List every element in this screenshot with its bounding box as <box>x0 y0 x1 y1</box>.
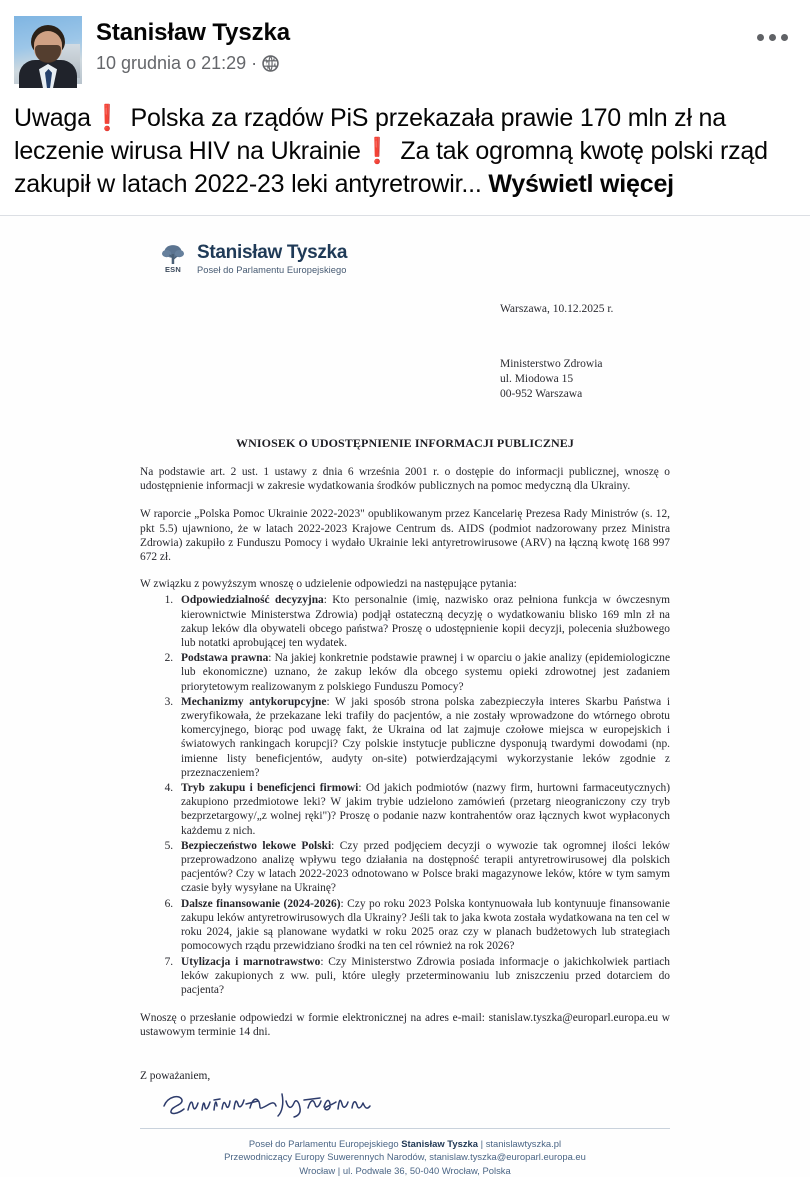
question-body-2: : Na jakiej konkretnie podstawie prawnej i w oparciu o jakie analizy (epidemiologiczne lub ekonomiczne) uznano, że zakup leków dla obcego systemu opieki zdrowotnej jest zadaniem priorytetowym realizowanym z polskiego Funduszu Pomocy? <box>181 652 670 693</box>
question-body-3: : W jaki sposób strona polska zabezpieczyła interes Skarbu Państwa i zweryfikowała, że przekazane leki trafiły do pacjentów, a nie zostały wprowadzone do wtórnego obrotu komercyjnego, biorąc pod uwagę fakt, że Ukraina od lat zajmuje czołowe miejsca w europejskich i światowych rankingach korupcji? Czy polskie instytucje publiczne dysponują twardymi dowodami (np. imienne listy beneficjentów, audyty on-site) potwierdzającymi wykorzystanie leków zgodnie z przeznaczeniem? <box>181 695 670 779</box>
esn-logo <box>158 244 188 274</box>
signature <box>140 1086 670 1122</box>
signature-icon <box>158 1086 408 1120</box>
dot <box>781 34 788 41</box>
post-meta <box>96 51 290 75</box>
meta-separator: · <box>251 53 258 73</box>
author-name[interactable]: Stanisław Tyszka <box>96 19 291 46</box>
recipient-line-3: 00-952 Warszawa <box>500 388 583 400</box>
document-closing-paragraph: Wnoszę o przesłanie odpowiedzi w formie elektronicznej na adres e-mail: stanislaw.tyszka@europarl.europa.eu w ustawowym terminie 14 dni. <box>140 1012 670 1039</box>
document-page <box>0 216 810 1177</box>
document-letterhead <box>158 242 670 276</box>
question-body-5: : Czy przed podjęciem decyzji o wywozie tak ogromnej ilości leków przeprowadzono analizę wpływu tego działania na dostępność terapii antyretrowirusowej dla polskich pacjentów? Czy w latach 2022-2023 odnotowano w Polsce braki magazynowe leków, które w tym samym czasie były wysyłane na Ukrainę? <box>181 839 670 895</box>
post-text-segment-1: Uwaga <box>14 104 91 132</box>
question-body-4: : Od jakich podmiotów (nazwy firm, hurtowni farmaceutycznych) zakupiono przedmiotowe leki? W jakim trybie udzielono zamówień (przetarg nieograniczony czy tryb bezprzetargowy/„z wolnej ręki")? Proszę o podanie nazw kontrahentów oraz łącznych kwot wypłaconych każdemu z nich. <box>181 782 670 837</box>
document-valediction: Z poważaniem, <box>140 1069 211 1082</box>
dot <box>769 34 776 41</box>
question-item-5 <box>176 839 670 896</box>
recipient-line-2: ul. Miodowa 15 <box>500 373 574 385</box>
esn-logo-text: ESN <box>164 265 182 274</box>
document-paragraph-2: W raporcie „Polska Pomoc Ukrainie 2022-2023" opublikowanym przez Kancelarię Prezesa Rady Ministrów (s. 12, pkt 5.5) ujawniono, że w latach 2022-2023 Krajowe Centrum ds. AIDS (podmiot nadzorowany przez Ministra Zdrowia) zakupiło z Funduszu Pomocy i wydało Ukrainie leki antyretrowirusowe (ARV) na łączną kwotę 168 997 672 zł. <box>140 508 670 564</box>
question-body-1: : Kto personalnie (imię, nazwisko oraz pełniona funkcja w ówczesnym kierownictwie Ministerstwa Zdrowia) podjął ostateczną decyzję o wydatkowaniu blisko 169 mln zł na zakup leków dla obywateli obcego państwa? Proszę o udostępnienie kopii decyzji, polecenia służbowego lub notatki aprobującej ten wydatek. <box>181 594 671 650</box>
exclamation-icon-1: ❗ <box>91 104 123 132</box>
letterhead-names <box>197 242 347 276</box>
post-header <box>0 0 810 96</box>
post-attachment-document[interactable] <box>0 216 810 1176</box>
question-heading-1: Odpowiedzialność decyzyjna <box>181 594 324 607</box>
post-text-segment-3: Za tak ogromną kwotę polski rząd zakupił w latach 2022-23 leki antyretrowir... <box>14 137 768 198</box>
question-heading-3: Mechanizmy antykorupcyjne <box>181 695 327 708</box>
footer-line-1-bold: Stanisław Tyszka <box>401 1137 478 1149</box>
question-heading-2: Podstawa prawna <box>181 652 269 665</box>
question-heading-7: Utylizacja i marnotrawstwo <box>181 955 321 968</box>
document-title: WNIOSEK O UDOSTĘPNIENIE INFORMACJI PUBLICZNEJ <box>236 436 574 450</box>
question-item-1 <box>176 593 670 650</box>
document-question-list <box>140 593 670 997</box>
see-more-button[interactable]: Wyświetl więcej <box>488 170 674 198</box>
dot <box>757 34 764 41</box>
question-item-3 <box>176 695 670 780</box>
question-body-6: : Czy po roku 2023 Polska kontynuowała lub kontynuuje finansowanie zakupu leków antyretrowirusowych dla Ukrainy? Jeśli tak to jaka kwota została wydatkowana na ten cel w roku 2024, jakie są planowane wydatki w roku 2025 oraz czy w planach budżetowych lub strategiach pomocowych rządu przewidziano środki na ten cel również na rok 2026? <box>181 897 670 953</box>
question-item-6 <box>176 897 670 954</box>
footer-line-1 <box>140 1137 670 1151</box>
question-body-7: : Czy Ministerstwo Zdrowia posiada informacje o jakichkolwiek partiach leków zakupionych z ww. puli, które uległy przeterminowaniu lub zniszczeniu przed dotarciem do pacjenta? <box>181 955 670 996</box>
letterhead-name: Stanisław Tyszka <box>197 242 348 263</box>
footer-line-1-pre: Poseł do Parlamentu Europejskiego <box>248 1137 402 1149</box>
question-item-2 <box>176 651 670 694</box>
document-paragraph-3: W związku z powyższym wnoszę o udzielenie odpowiedzi na następujące pytania: <box>140 578 517 591</box>
footer-line-3: Wrocław | ul. Podwale 36, 50-040 Wrocław, Polska <box>299 1164 511 1176</box>
recipient-line-1: Ministerstwo Zdrowia <box>500 358 603 370</box>
letterhead-subtitle: Poseł do Parlamentu Europejskiego <box>197 265 347 275</box>
question-heading-5: Bezpieczeństwo lekowe Polski <box>181 839 332 852</box>
exclamation-icon-2: ❗ <box>361 137 393 165</box>
tree-icon <box>160 244 186 265</box>
document-recipient <box>500 357 670 402</box>
footer-line-2: Przewodniczący Europy Suwerennych Narodów, stanislaw.tyszka@europarl.europa.eu <box>224 1151 586 1163</box>
question-heading-6: Dalsze finansowanie (2024-2026) <box>181 897 341 910</box>
document-paragraph-1: Na podstawie art. 2 ust. 1 ustawy z dnia 6 września 2001 r. o dostępie do informacji publicznej, wnoszę o udostępnienie informacji w zakresie wydatkowania środków publicznych na pomoc medyczną dla Ukrainy. <box>140 466 670 493</box>
document-footer <box>140 1129 670 1177</box>
more-options-icon[interactable] <box>757 34 788 41</box>
post-message <box>0 102 810 201</box>
question-item-7 <box>176 955 670 998</box>
avatar[interactable] <box>14 16 82 84</box>
post-timestamp[interactable]: 10 grudnia o 21:29 <box>96 53 247 73</box>
globe-icon[interactable] <box>262 55 279 72</box>
document-place-date: Warszawa, 10.12.2025 r. <box>500 303 614 315</box>
question-heading-4: Tryb zakupu i beneficjenci firmowi <box>181 782 359 795</box>
post-header-text <box>96 14 290 75</box>
post-text-segment-2: Polska za rządów PiS przekazała prawie 170 mln zł na leczenie wirusa HIV na Ukrainie <box>14 104 726 165</box>
footer-line-1-post: | stanislawtyszka.pl <box>478 1137 562 1149</box>
question-item-4 <box>176 781 670 838</box>
